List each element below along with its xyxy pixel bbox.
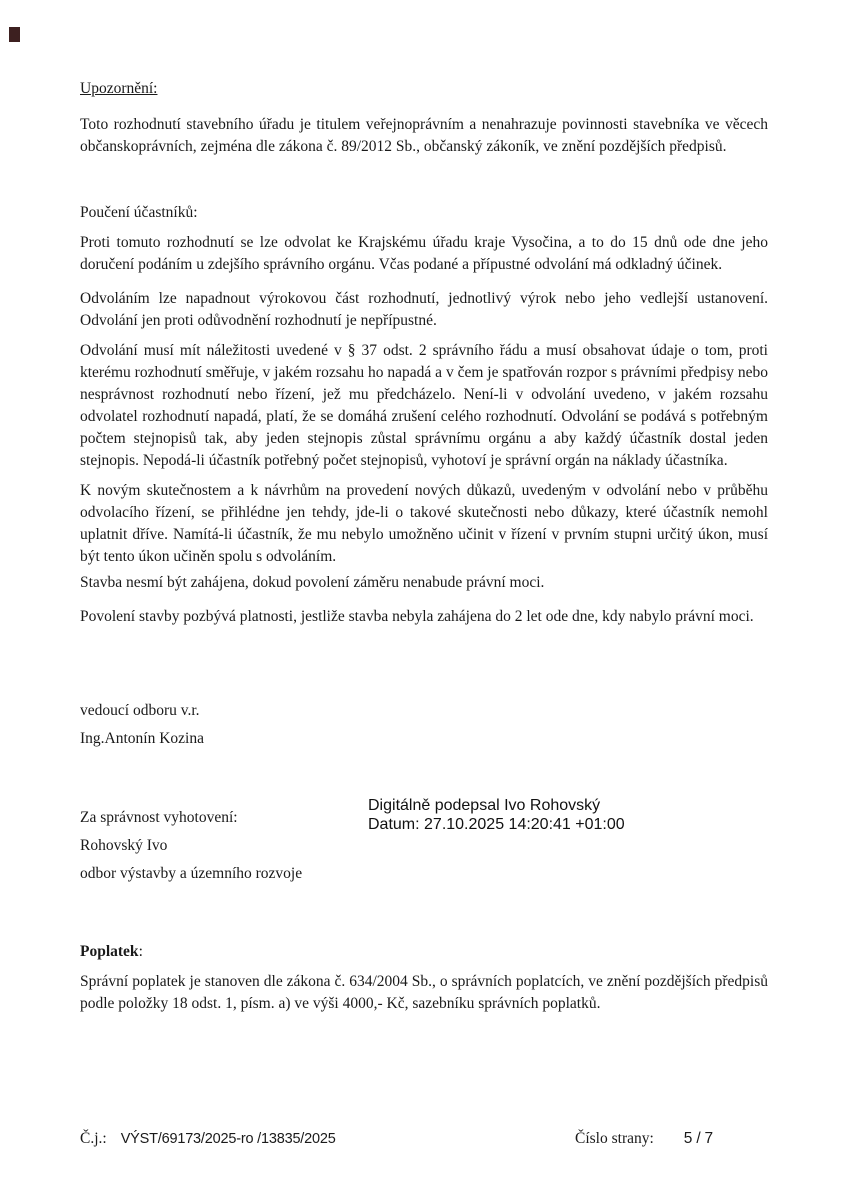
page-number-label: Číslo strany:: [575, 1130, 654, 1147]
reference-number-label: Č.j.:: [80, 1130, 107, 1147]
notice-paragraph: Toto rozhodnutí stavebního úřadu je titulem veřejnoprávním a nenahrazuje povinnosti stavebníka ve věcech občanskoprávních, zejména dle zákona č. 89/2012 Sb., občanský zákoník, ve znění pozdějších předpisů.: [80, 116, 768, 155]
advice-paragraph-permit-validity: Povolení stavby pozbývá platnosti, jestliže stavba nebyla zahájena do 2 let ode dne, kdy nabylo právní moci.: [80, 608, 754, 625]
advice-paragraph-appeal-scope: Odvoláním lze napadnout výrokovou část rozhodnutí, jednotlivý výrok nebo jeho vedlejší ustanovení. Odvolání jen proti odůvodnění rozhodnutí je nepřípustné.: [80, 290, 768, 329]
advice-paragraph-appeal-deadline: Proti tomuto rozhodnutí se lze odvolat ke Krajskému úřadu kraje Vysočina, a to do 15 dnů ode dne jeho doručení podáním u zdejšího správního orgánu. Včas podané a přípustné odvolání má odkladný účinek.: [80, 234, 768, 273]
verification-department: odbor výstavby a územního rozvoje: [80, 865, 303, 882]
verification-label: Za správnost vyhotovení:: [80, 809, 238, 826]
digital-signature-signer: Digitálně podepsal Ivo Rohovský: [368, 797, 601, 814]
page-footer: [0, 1128, 848, 1152]
page-number-value: 5 / 7: [683, 1130, 713, 1147]
fee-heading-word: Poplatek: [80, 943, 139, 960]
advice-heading: Poučení účastníků:: [80, 204, 198, 221]
digital-signature-stamp: [368, 797, 625, 834]
signatory-role: vedoucí odboru v.r.: [80, 702, 200, 719]
scan-artifact-mark: [9, 27, 20, 42]
fee-heading: [80, 941, 768, 963]
fee-heading-colon: :: [138, 943, 143, 960]
footer-reference-number: [80, 1128, 336, 1150]
reference-number-value: VÝST/69173/2025-ro /13835/2025: [120, 1131, 336, 1147]
verification-name: Rohovský Ivo: [80, 837, 168, 854]
footer-page-number: [575, 1128, 713, 1150]
advice-paragraph-appeal-requirements: Odvolání musí mít náležitosti uvedené v § 37 odst. 2 správního řádu a musí obsahovat údaje o tom, proti kterému rozhodnutí směřuje, v jakém rozsahu ho napadá a v čem je spatřován rozpor s právními předpisy nebo nesprávnost rozhodnutí nebo řízení, jež mu předcházelo. Není-li v odvolání uvedeno, v jakém rozsahu odvolatel rozhodnutí napadá, platí, že se domáhá zrušení celého rozhodnutí. Odvolání se podává s potřebným počtem stejnopisů tak, aby jeden stejnopis zůstal správnímu orgánu a aby každý účastník dostal jeden stejnopis. Nepodá-li účastník potřebný počet stejnopisů, vyhotoví je správní orgán na náklady účastníka.: [80, 342, 768, 469]
signatory-name: Ing.Antonín Kozina: [80, 730, 204, 747]
notice-heading: Upozornění:: [80, 80, 158, 97]
advice-paragraph-new-facts: K novým skutečnostem a k návrhům na provedení nových důkazů, uvedeným v odvolání nebo v průběhu odvolacího řízení, se přihlédne jen tehdy, jde-li o takové skutečnosti nebo důkazy, které účastník nemohl uplatnit dříve. Namítá-li účastník, že mu nebylo umožněno učinit v řízení v prvním stupni určitý úkon, musí být tento úkon učiněn spolu s odvoláním.: [80, 482, 768, 565]
document-body: [80, 0, 768, 1015]
advice-paragraph-construction-start: Stavba nesmí být zahájena, dokud povolení záměru nenabude právní moci.: [80, 574, 545, 591]
fee-paragraph: Správní poplatek je stanoven dle zákona č. 634/2004 Sb., o správních poplatcích, ve znění pozdějších předpisů podle položky 18 odst. 1, písm. a) ve výši 4000,- Kč, sazebníku správních poplatků.: [80, 973, 768, 1012]
digital-signature-date: Datum: 27.10.2025 14:20:41 +01:00: [368, 815, 625, 833]
